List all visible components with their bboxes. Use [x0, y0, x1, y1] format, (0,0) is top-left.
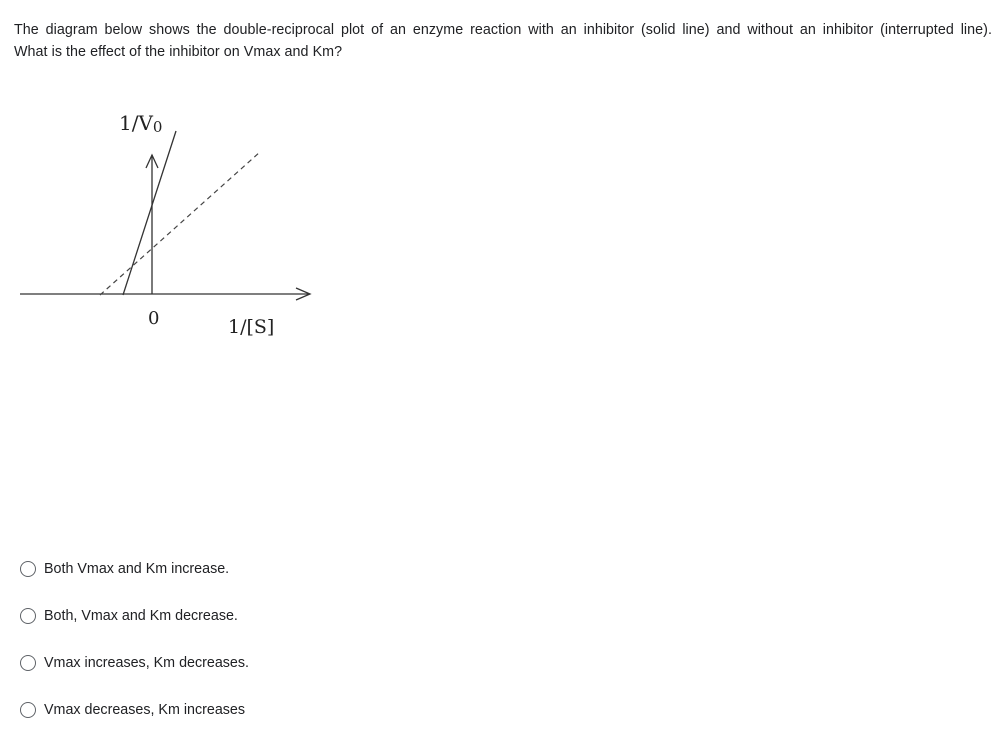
x-axis-label: 1/[S]	[228, 316, 275, 338]
radio-button[interactable]	[20, 608, 36, 624]
answer-options	[20, 556, 249, 744]
dashed-line-without-inhibitor	[100, 152, 260, 295]
question-line-2: What is the effect of the inhibitor on Vmax and Km?	[14, 44, 343, 60]
option-2[interactable]	[20, 603, 249, 629]
solid-line-with-inhibitor	[123, 131, 176, 295]
question-line-1: The diagram below shows the double-reciprocal plot of an enzyme reaction with an inhibitor (solid line) and without an inhibitor (interrupted line).	[14, 22, 992, 38]
radio-button[interactable]	[20, 561, 36, 577]
option-label: Both Vmax and Km increase.	[44, 561, 230, 577]
question-text	[14, 19, 992, 63]
option-3[interactable]	[20, 650, 249, 676]
diagram-svg	[0, 95, 340, 355]
option-label: Both, Vmax and Km decrease.	[44, 608, 238, 624]
radio-button[interactable]	[20, 655, 36, 671]
y-axis-label: 1/V0	[119, 111, 163, 136]
origin-label: 0	[148, 308, 160, 329]
option-1[interactable]	[20, 556, 249, 582]
option-label: Vmax decreases, Km increases	[44, 702, 246, 718]
lineweaver-burk-diagram	[0, 95, 340, 355]
option-4[interactable]	[20, 697, 249, 723]
radio-button[interactable]	[20, 702, 36, 718]
option-label: Vmax increases, Km decreases.	[44, 655, 250, 671]
